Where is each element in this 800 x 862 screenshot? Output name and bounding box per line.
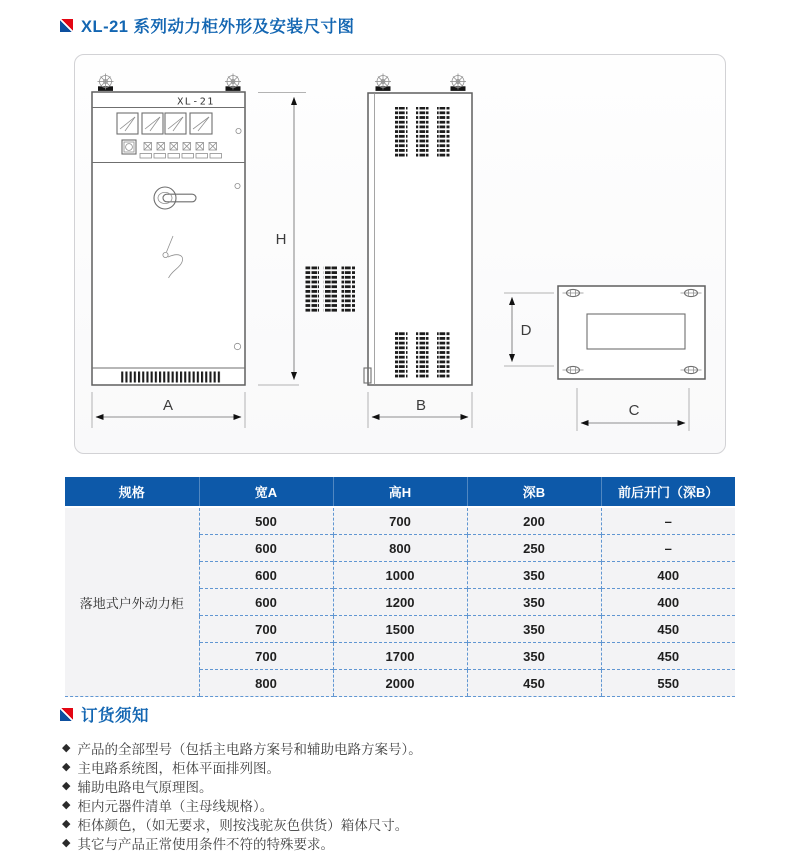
diamond-bullet-icon: ◆: [62, 742, 71, 754]
cell: 350: [467, 562, 601, 589]
ordering-title-text: 订货须知: [81, 707, 149, 725]
cell: 450: [467, 670, 601, 697]
diamond-bullet-icon: ◆: [62, 799, 71, 811]
row-group-label: 落地式户外动力柜: [65, 507, 199, 697]
dim-label-c: C: [628, 402, 640, 419]
note-item: [62, 833, 750, 852]
note-text: 其它与产品正常使用条件不符的特殊要求。: [77, 836, 334, 852]
louver-detail: [306, 265, 356, 313]
section-title-dimensions: [60, 13, 355, 37]
cell: 800: [333, 535, 467, 562]
dim-label-d: D: [520, 322, 532, 339]
cabinet-dimension-drawing: [75, 55, 725, 453]
cell: 200: [467, 507, 601, 535]
front-view: [92, 74, 245, 386]
cell: 450: [601, 616, 735, 643]
note-item: [62, 757, 750, 776]
side-view: [364, 74, 472, 386]
dimension-diagram-panel: [74, 54, 726, 454]
cell: 700: [199, 616, 333, 643]
cell: 800: [199, 670, 333, 697]
dimension-d: [504, 293, 554, 366]
diamond-bullet-icon: ◆: [62, 780, 71, 792]
cell: 550: [601, 670, 735, 697]
cell: 600: [199, 589, 333, 616]
note-text: 主电路系统图，柜体平面排列图。: [77, 760, 280, 776]
cell: 1200: [333, 589, 467, 616]
dimensions-title-text: XL-21 系列动力柜外形及安装尺寸图: [81, 18, 355, 36]
col-header-depth-b: 深B: [467, 477, 601, 507]
diamond-bullet-icon: ◆: [62, 818, 71, 830]
note-text: 柜内元器件清单（主母线规格）。: [77, 798, 274, 814]
cell: 500: [199, 507, 333, 535]
cell: 700: [333, 507, 467, 535]
cell: 600: [199, 535, 333, 562]
notes-list: [62, 738, 750, 852]
col-header-spec: 规格: [65, 477, 199, 507]
section-flag-icon: [60, 708, 73, 721]
diamond-bullet-icon: ◆: [62, 837, 71, 849]
col-header-height-h: 高H: [333, 477, 467, 507]
dimension-a: [92, 392, 245, 428]
col-header-door-depth: 前后开门（深B）: [601, 477, 735, 507]
dim-label-h: H: [275, 231, 287, 248]
cell: –: [601, 535, 735, 562]
cell: 600: [199, 562, 333, 589]
cell: 700: [199, 643, 333, 670]
cell: 350: [467, 616, 601, 643]
base-plan-view: [558, 286, 705, 379]
dimension-h: [258, 93, 306, 386]
side-vent-top: [395, 107, 450, 157]
note-text: 产品的全部型号（包括主电路方案号和辅助电路方案号）。: [77, 741, 422, 757]
note-item: [62, 776, 750, 795]
dim-label-a: A: [162, 397, 174, 414]
cell: 2000: [333, 670, 467, 697]
dim-label-b: B: [415, 397, 427, 414]
note-text: 柜体颜色，（如无要求，则按浅驼灰色供货）箱体尺寸。: [77, 817, 409, 833]
front-vent-grille: [120, 372, 222, 383]
side-vent-bottom: [395, 332, 450, 378]
cell: 400: [601, 589, 735, 616]
cell: 450: [601, 643, 735, 670]
note-item: [62, 814, 750, 833]
section-flag-icon: [60, 19, 73, 32]
dimension-spec-table: [65, 477, 735, 697]
cell: 1000: [333, 562, 467, 589]
cell: 400: [601, 562, 735, 589]
cell: 1700: [333, 643, 467, 670]
model-label: XL-21: [177, 96, 215, 108]
dimension-c: [577, 388, 689, 431]
diamond-bullet-icon: ◆: [62, 761, 71, 773]
cell: –: [601, 507, 735, 535]
note-text: 辅助电路电气原理图。: [77, 779, 213, 795]
ordering-notes-section: [60, 702, 750, 852]
note-item: [62, 795, 750, 814]
table-header-row: [65, 477, 735, 507]
cell: 350: [467, 589, 601, 616]
col-header-width-a: 宽A: [199, 477, 333, 507]
note-item: [62, 738, 750, 757]
dimension-b: [368, 392, 472, 428]
cell: 350: [467, 643, 601, 670]
cell: 1500: [333, 616, 467, 643]
cell: 250: [467, 535, 601, 562]
section-title-ordering: [60, 702, 750, 726]
table-row: [65, 507, 735, 535]
